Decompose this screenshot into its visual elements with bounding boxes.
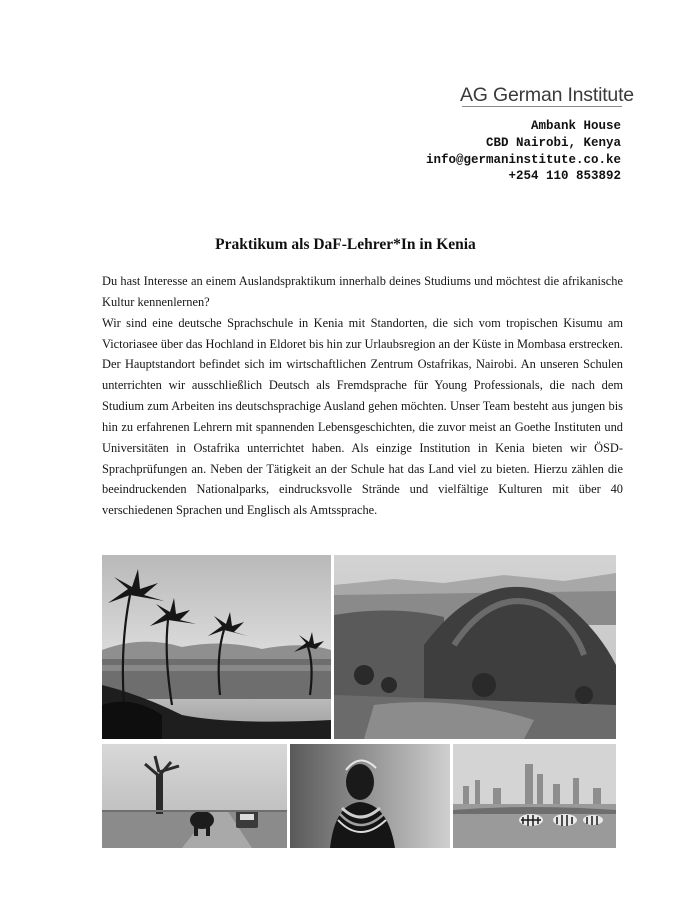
photo-baobab-elephant — [102, 744, 287, 848]
photo-beach-palms — [102, 555, 331, 739]
address-line-building: Ambank House — [530, 119, 621, 133]
photo-rocky-landscape — [334, 555, 616, 739]
address-line-email: info@germaninstitute.co.ke — [425, 152, 621, 167]
address-line-phone: +254 110 853892 — [508, 169, 621, 184]
photo-zebras-skyline — [453, 744, 616, 848]
address-block — [426, 118, 621, 185]
baobab-elephant-illustration — [102, 744, 287, 848]
rocky-landscape-illustration — [334, 555, 616, 739]
intro-paragraph: Du hast Interesse an einem Auslandspraktikum innerhalb deines Studiums und möchtest die afrikanische Kultur kennenlernen? — [102, 274, 623, 309]
beach-palms-illustration — [102, 555, 331, 739]
address-line-city: CBD Nairobi, Kenya — [485, 135, 621, 150]
zebras-skyline-illustration — [453, 744, 616, 848]
photo-maasai-portrait — [290, 744, 450, 848]
main-paragraph: Wir sind eine deutsche Sprachschule in Kenia mit Standorten, die sich vom tropischen Kisumu am Victoriasee über das Hochland in Eldoret bis hin zur Urlaubsregion an der Küste in Mombasa erstrecken. Der Hauptstandort befindet sich im wirtschaftlichen Zentrum Ostafrikas, Nairobi. An unseren Schulen unterrichten wir ausschließlich Deutsch als Fremdsprache für Young Professionals, die nach dem Studium zum Arbeiten ins deutschsprachige Ausland gehen möchten. Unser Team besteht aus jungen bis hin zu erfahrenen Lehrern mit spannenden Lebensgeschichten, die zuvor meist an Goethe Instituten und Universitäten in Ostafrika unterrichtet haben. Als einzige Institution in Kenia bieten wir ÖSD-Sprachprüfungen an. Neben der Tätigkeit an der Schule hat das Land viel zu bieten. Hierzu zählen die beeindruckenden Nationalparks, eindrucksvolle Strände und vielfältige Kulturen mit über 40 verschiedenen Sprachen und Englisch als Amtssprache. — [102, 315, 623, 518]
brand-underline — [462, 106, 622, 107]
brand-logo: AG German Institute — [460, 84, 634, 106]
document-title: Praktikum als DaF-Lehrer*In in Kenia — [215, 236, 476, 253]
maasai-portrait-illustration — [290, 744, 450, 848]
body-text — [102, 271, 623, 521]
